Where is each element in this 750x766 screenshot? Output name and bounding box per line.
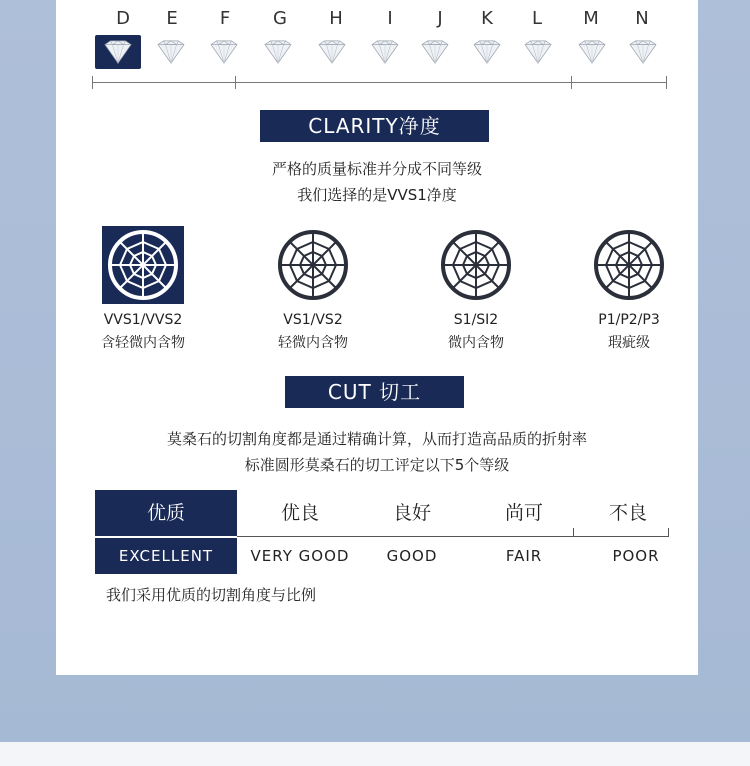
clarity-note: 轻微内含物 xyxy=(278,335,348,351)
clarity-note: 微内含物 xyxy=(448,335,504,351)
cut-note: 我们采用优质的切割角度与比例 xyxy=(106,586,317,604)
color-grade-letter: J xyxy=(437,8,443,29)
diamond-gem-icon xyxy=(569,35,615,69)
color-grade-letter: D xyxy=(116,8,130,29)
range-tick xyxy=(92,76,93,89)
cut-desc-line2: 标准圆形莫桑石的切工评定以下5个等级 xyxy=(244,456,510,474)
clarity-diamond-icon xyxy=(588,226,670,304)
color-range-line xyxy=(92,82,666,83)
color-grade-letter: E xyxy=(166,8,178,29)
clarity-title: CLARITY净度 xyxy=(260,110,489,142)
diamond-gem-icon xyxy=(464,35,510,69)
clarity-desc-line1: 严格的质量标准并分成不同等级 xyxy=(271,160,482,178)
cut-grade-en: POOR xyxy=(612,547,660,565)
diamond-gem-icon xyxy=(620,35,666,69)
clarity-grade-p xyxy=(569,226,689,352)
clarity-note: 含轻微内含物 xyxy=(101,335,185,351)
cut-divider-tick xyxy=(668,528,669,537)
range-tick xyxy=(235,76,236,89)
cut-grade-cn: 优质 xyxy=(95,490,237,536)
range-tick xyxy=(666,76,667,89)
color-grade-letter: G xyxy=(273,8,287,29)
cut-title: CUT 切工 xyxy=(285,376,464,408)
cut-desc-line1: 莫桑石的切割角度都是通过精确计算，从而打造高品质的折射率 xyxy=(166,430,587,448)
clarity-code: VVS1/VVS2 xyxy=(103,312,183,328)
cut-grade-en: FAIR xyxy=(505,547,543,565)
clarity-code: P1/P2/P3 xyxy=(598,312,660,328)
bottom-strip xyxy=(0,742,750,766)
diamond-gem-icon xyxy=(515,35,561,69)
cut-grade-cn: 优良 xyxy=(280,502,319,524)
diamond-gem-icon xyxy=(412,35,458,69)
diamond-gem-icon xyxy=(309,35,355,69)
color-grade-letter: N xyxy=(635,8,649,29)
clarity-diamond-icon xyxy=(102,226,184,304)
diamond-gem-icon xyxy=(201,35,247,69)
diamond-gem-icon xyxy=(95,35,141,69)
clarity-grade-vvs xyxy=(83,226,203,352)
color-grade-letter: L xyxy=(531,8,543,29)
cut-grade-en: EXCELLENT xyxy=(95,538,237,574)
cut-divider-line xyxy=(237,536,669,537)
diamond-gem-icon xyxy=(255,35,301,69)
cut-divider-tick xyxy=(573,528,574,537)
cut-grade-cn: 尚可 xyxy=(504,502,543,524)
clarity-grade-si xyxy=(416,226,536,352)
clarity-grade-vs xyxy=(253,226,373,352)
color-grade-letter: F xyxy=(219,8,231,29)
color-grade-letter: I xyxy=(387,8,393,29)
cut-grade-cn: 良好 xyxy=(392,502,431,524)
color-grade-letter: M xyxy=(583,8,599,29)
clarity-desc-line2: 我们选择的是VVS1净度 xyxy=(297,186,457,204)
diamond-gem-icon xyxy=(362,35,408,69)
clarity-diamond-icon xyxy=(435,226,517,304)
diamond-gem-icon xyxy=(148,35,194,69)
color-grade-letter: H xyxy=(329,8,343,29)
clarity-code: VS1/VS2 xyxy=(283,312,343,328)
clarity-code: S1/SI2 xyxy=(453,312,499,328)
cut-grade-en: GOOD xyxy=(386,547,438,565)
range-tick xyxy=(571,76,572,89)
clarity-note: 瑕疵级 xyxy=(608,335,650,351)
color-grade-letter: K xyxy=(481,8,493,29)
clarity-diamond-icon xyxy=(272,226,354,304)
cut-grade-en: VERY GOOD xyxy=(250,547,350,565)
cut-grade-cn: 不良 xyxy=(608,502,647,524)
